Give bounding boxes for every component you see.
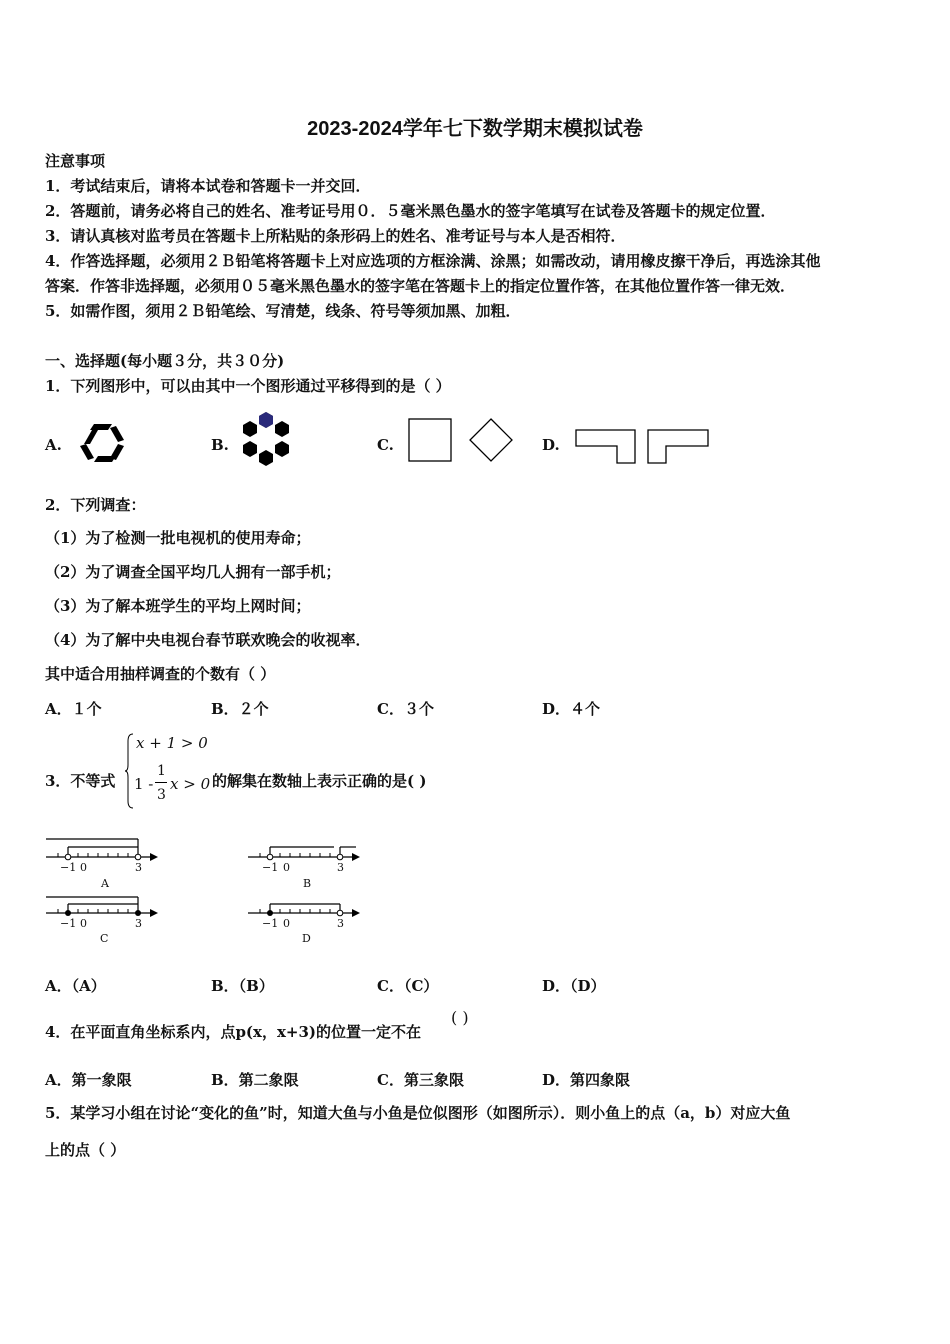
q2-question: 其中适合用抽样调查的个数有（ ） — [45, 665, 276, 683]
tick-label-3: 3 — [135, 917, 142, 930]
tick-label-3: 3 — [337, 861, 344, 874]
fraction-bar — [155, 782, 167, 783]
figure-label-a: A — [101, 877, 109, 890]
tick-label-0: 0 — [80, 917, 87, 930]
section-heading: 一、选择题(每小题３分，共３０分) — [45, 352, 285, 370]
q2-option-a: A．１个 — [45, 700, 102, 718]
notice-item: 1．考试结束后，请将本试卷和答题卡一并交回． — [45, 177, 371, 195]
notice-item: 5．如需作图，须用２Ｂ铅笔绘、写清楚，线条、符号等须加黑、加粗． — [45, 302, 521, 320]
q2-option-d: D．４个 — [542, 700, 601, 718]
inequality-1: x + 1 > 0 — [136, 734, 208, 752]
q1-figure-a — [78, 418, 128, 466]
inequality-2-right: x > 0 — [170, 775, 211, 793]
notice-item: 答案．作答非选择题，必须用０５毫米黑色墨水的签字笔在答题卡上的指定位置作答，在其他位置作答一律无效． — [45, 277, 796, 295]
q1-option-c-label: C. — [377, 436, 394, 454]
tick-label-0: 0 — [80, 861, 87, 874]
tick-label-3: 3 — [337, 917, 344, 930]
q1-figure-c — [405, 416, 515, 466]
page-title: 2023-2024学年七下数学期末模拟试卷 — [307, 118, 643, 140]
q2-item: （3）为了解本班学生的平均上网时间； — [45, 597, 311, 615]
notice-heading: 注意事项 — [45, 152, 106, 170]
q4-option-b: B．第二象限 — [211, 1071, 299, 1089]
q1-figure-d — [572, 426, 712, 466]
tick-label-neg1: −1 — [60, 917, 77, 930]
question-1-stem: 1．下列图形中，可以由其中一个图形通过平移得到的是（ ） — [45, 377, 451, 395]
q2-option-c: C．３个 — [377, 700, 434, 718]
fraction-numerator: 1 — [157, 763, 166, 779]
tick-label-neg1: −1 — [262, 917, 279, 930]
q4-option-a: A．第一象限 — [45, 1071, 132, 1089]
question-2-stem: 2．下列调查： — [45, 496, 146, 514]
q1-option-a-label: A. — [45, 436, 62, 454]
question-3-prefix: 3．不等式 — [45, 772, 116, 790]
q4-option-d: D．第四象限 — [542, 1071, 631, 1089]
figure-label-c: C — [100, 932, 109, 945]
inequality-2-left: 1 - — [134, 775, 154, 793]
figure-label-b: B — [303, 877, 312, 890]
question-5-line2: 上的点（ ） — [45, 1141, 126, 1159]
q2-item: （4）为了解中央电视台春节联欢晚会的收视率． — [45, 631, 371, 649]
q4-answer-paren: ( ) — [451, 1008, 469, 1027]
notice-item: 4．作答选择题，必须用２Ｂ铅笔将答题卡上对应选项的方框涂满、涂黑；如需改动，请用橡皮擦干净后，再选涂其他 — [45, 252, 821, 270]
q3-option-a: A．（A） — [45, 977, 106, 995]
q3-option-d: D．（D） — [542, 977, 606, 995]
notice-item: 2．答题前，请务必将自己的姓名、准考证号用０．５毫米黑色墨水的签字笔填写在试卷及答题卡的规定位置． — [45, 202, 776, 220]
question-3-suffix: 的解集在数轴上表示正确的是( ) — [212, 772, 427, 790]
q3-option-c: C．（C） — [377, 977, 439, 995]
q1-figure-b — [238, 410, 294, 466]
q1-option-d-label: D. — [542, 436, 560, 454]
tick-label-0: 0 — [283, 861, 290, 874]
question-4-stem: 4．在平面直角坐标系内，点p(x，x+3)的位置一定不在 — [45, 1023, 422, 1041]
figure-label-d: D — [302, 932, 311, 945]
fraction-denominator: 3 — [157, 787, 166, 803]
tick-label-3: 3 — [135, 861, 142, 874]
q2-option-b: B．２个 — [211, 700, 269, 718]
tick-label-0: 0 — [283, 917, 290, 930]
system-brace — [124, 733, 134, 809]
notice-item: 3．请认真核对监考员在答题卡上所粘贴的条形码上的姓名、准考证号与本人是否相符． — [45, 227, 626, 245]
tick-label-neg1: −1 — [262, 861, 279, 874]
q2-item: （1）为了检测一批电视机的使用寿命； — [45, 529, 311, 547]
q1-option-b-label: B. — [211, 436, 229, 454]
question-5-line1: 5．某学习小组在讨论“变化的鱼”时，知道大鱼与小鱼是位似图形（如图所示）．则小鱼上的点（a，b）对应大鱼 — [45, 1104, 791, 1122]
tick-label-neg1: −1 — [60, 861, 77, 874]
q2-item: （2）为了调查全国平均几人拥有一部手机； — [45, 563, 341, 581]
q4-option-c: C．第三象限 — [377, 1071, 464, 1089]
q3-option-b: B．（B） — [211, 977, 274, 995]
